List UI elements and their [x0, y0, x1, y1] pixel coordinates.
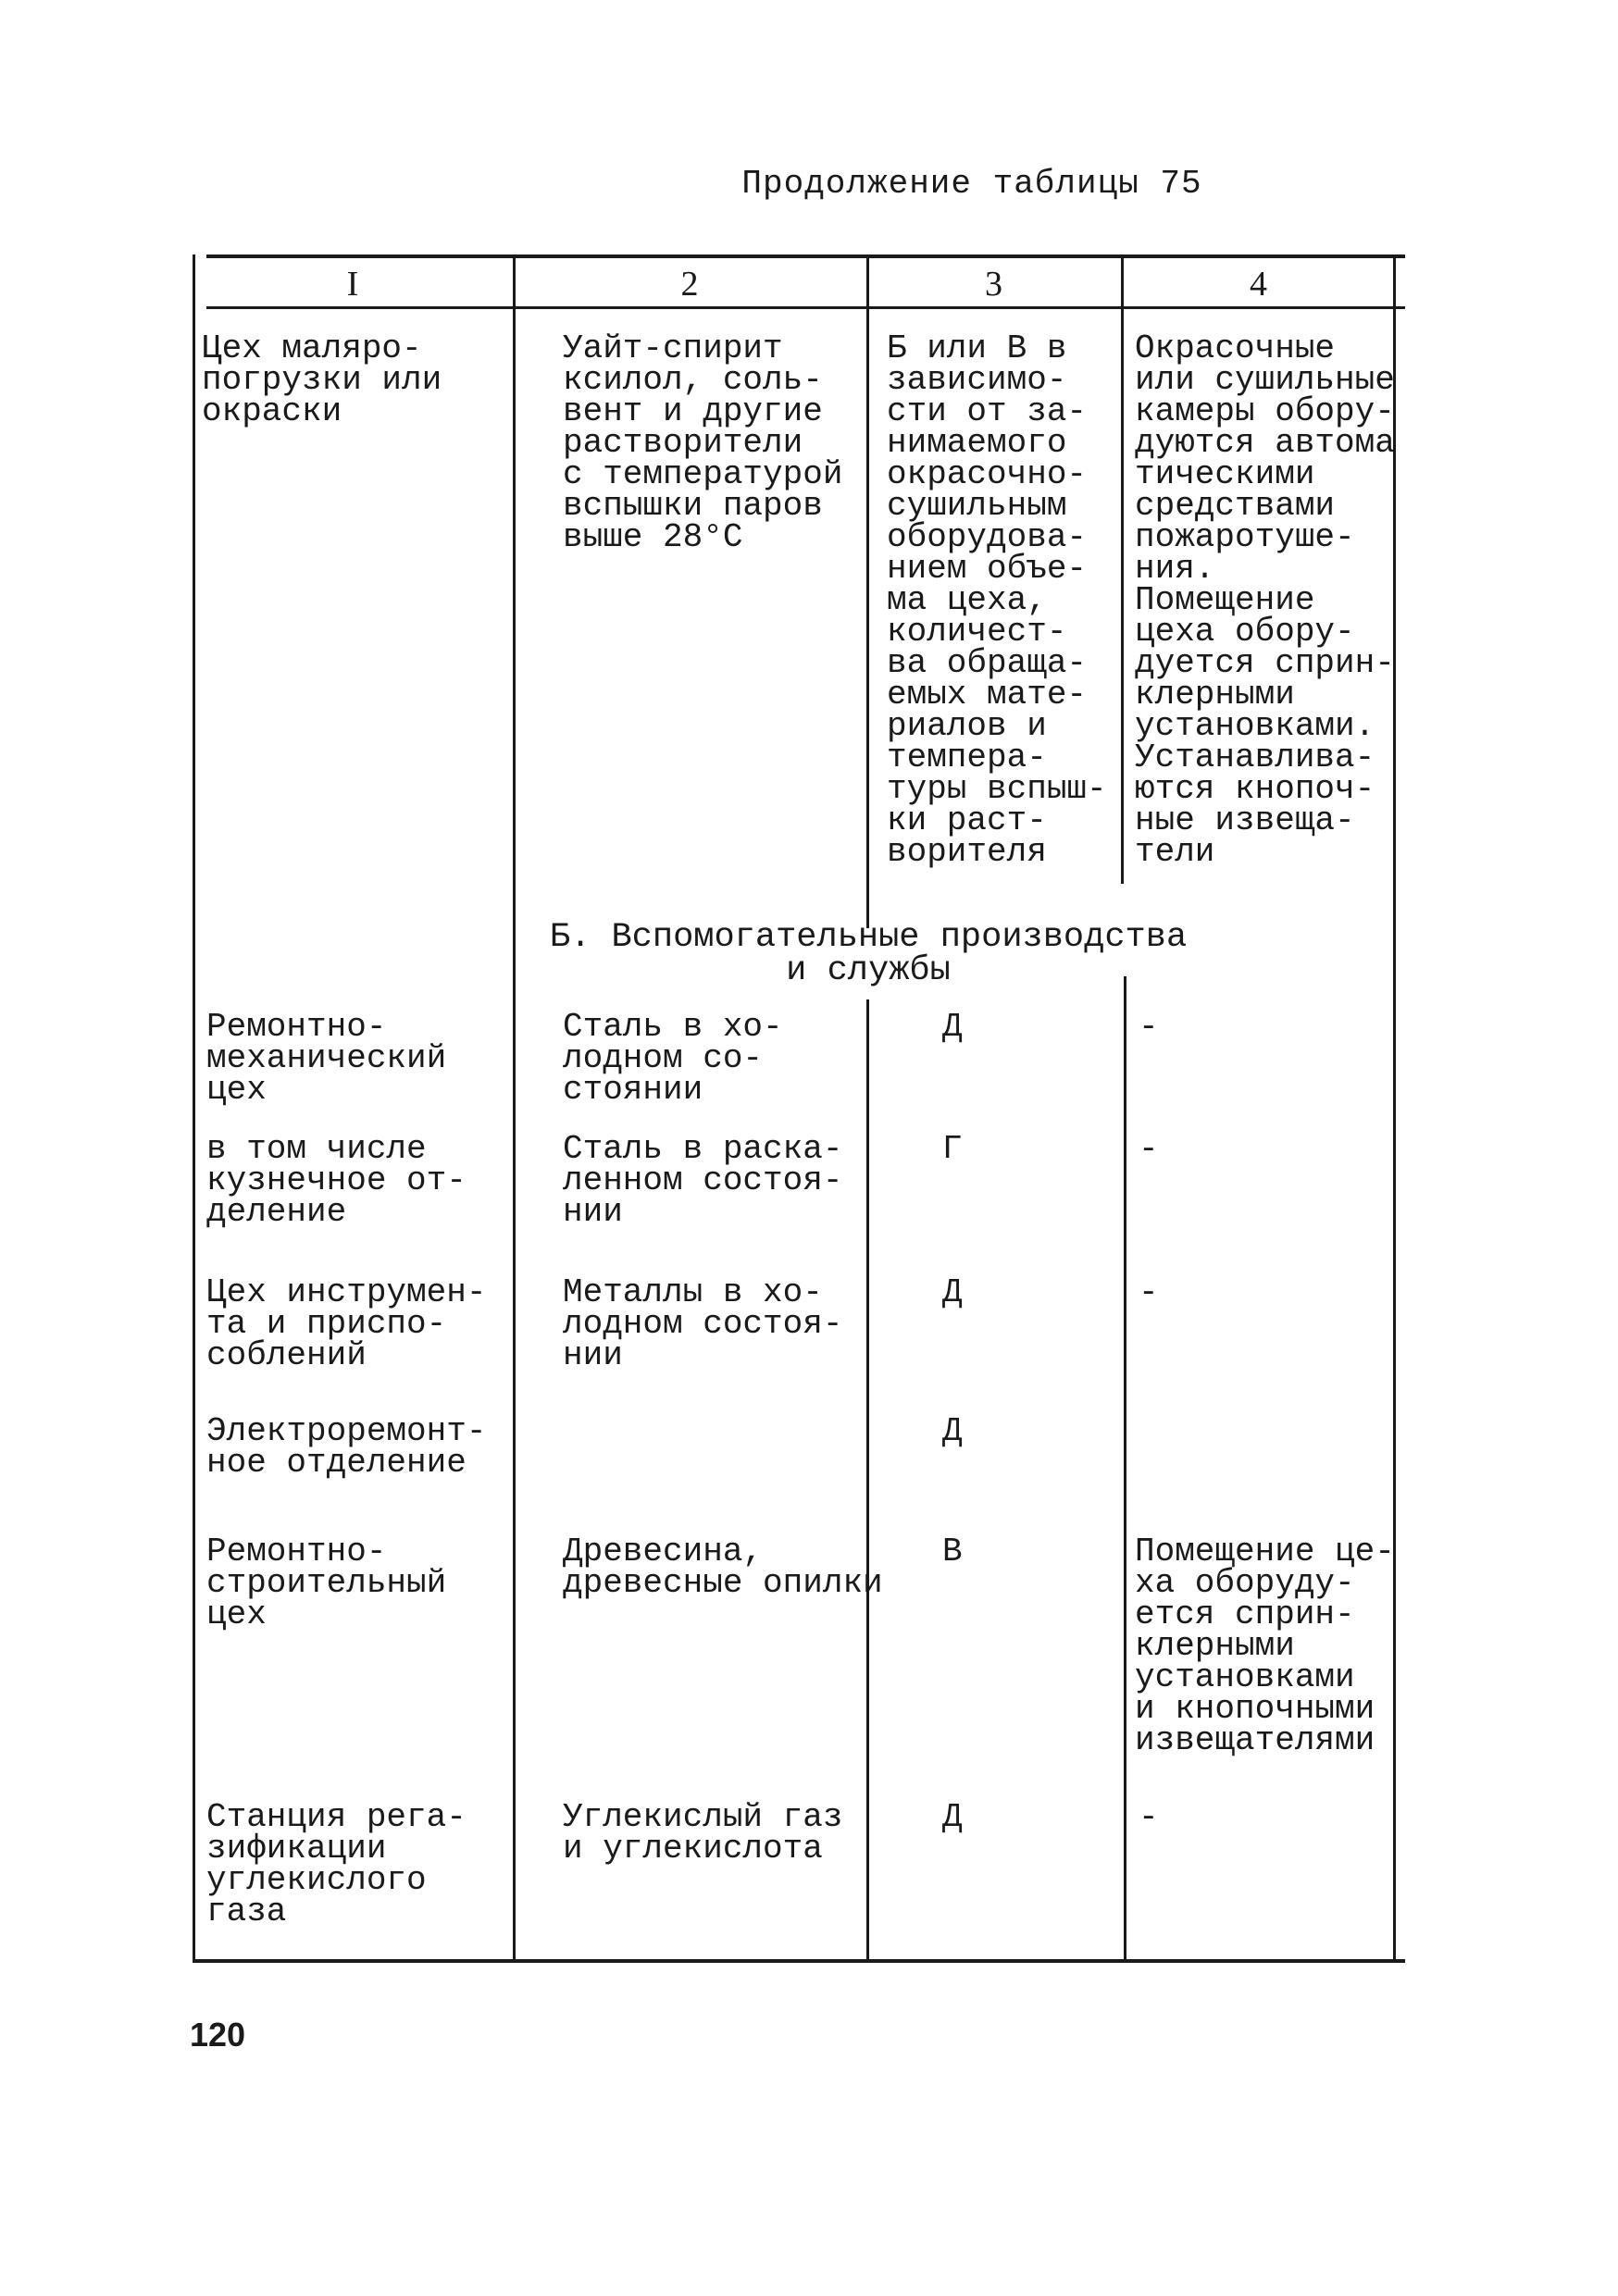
row-2-col-2: Сталь в хо- лодном со- стоянии: [563, 1008, 783, 1109]
col-divider-2-lower: [866, 999, 869, 1963]
row-3-col-4: -: [1139, 1130, 1159, 1168]
top-rule: [206, 254, 1405, 258]
row-2-col-4: -: [1139, 1008, 1159, 1046]
row-3-col-2: Сталь в раска- ленном состоя- нии: [563, 1130, 843, 1231]
row-6-col-4: Помещение це- ха оборуду- ется сприн- клерными установками и кнопочными извещателями: [1135, 1533, 1395, 1759]
row-7-col-1: Станция рега- зификации углекислого газа: [206, 1798, 467, 1930]
col-divider-1: [513, 254, 516, 1963]
table-caption: Продолжение таблицы 75: [741, 165, 1202, 203]
row-6-col-2: Древесина, древесные опилки: [563, 1533, 883, 1602]
row-7-col-2: Углекислый газ и углекислота: [563, 1798, 843, 1868]
row-1-col-4: Окрасочные или сушильные камеры обору- дуются автома тическими средствами пожаротуше- ния. Помещение цеха обору- дуется сприн- клерными установками. Устанавлива- ются кнопоч- ные извеща- тели: [1135, 329, 1395, 871]
section-heading: Б. Вспомогательные производства и службы: [549, 918, 1188, 990]
page-number: 120: [190, 2016, 246, 2054]
row-2-col-3: Д: [942, 1008, 963, 1046]
table: [193, 254, 1405, 1964]
row-5-col-1: Электроремонт- ное отделение: [206, 1412, 487, 1482]
row-4-col-2: Металлы в хо- лодном состоя- нии: [563, 1273, 843, 1374]
row-4-col-1: Цех инструмен- та и приспо- соблений: [206, 1273, 487, 1374]
row-4-col-3: Д: [942, 1273, 963, 1311]
row-7-col-4: -: [1139, 1798, 1159, 1836]
row-6-col-1: Ремонтно- строительный цех: [206, 1533, 447, 1633]
left-border: [193, 254, 195, 1963]
col-divider-3-upper: [1121, 254, 1124, 884]
header-col-3: 3: [985, 265, 1002, 304]
row-2-col-1: Ремонтно- механический цех: [206, 1008, 447, 1109]
row-1-col-2: Уайт-спирит ксилол, соль- вент и другие растворители с температурой вспышки паров выше 28°С: [563, 329, 843, 556]
row-1-col-1: Цех маляро- погрузки или окраски: [202, 329, 442, 430]
bottom-rule: [193, 1959, 1405, 1963]
row-3-col-3: Г: [942, 1130, 963, 1168]
row-5-col-3: Д: [942, 1412, 963, 1450]
row-7-col-3: Д: [942, 1798, 963, 1836]
col-divider-3-lower: [1124, 976, 1126, 1963]
row-4-col-4: -: [1139, 1273, 1159, 1311]
header-rule: [206, 306, 1405, 309]
header-col-4: 4: [1250, 265, 1267, 304]
col-divider-2-upper: [866, 254, 869, 928]
header-col-2: 2: [680, 265, 699, 304]
row-1-col-3: Б или В в зависимо- сти от за- нимаемого окрасочно- сушильным оборудова- нием объе- ма цеха, количест- ва обраща- емых мате- риалов и темпера- туры вспыш- ки раст- ворителя: [887, 329, 1107, 871]
row-6-col-3: В: [942, 1533, 963, 1570]
header-col-1: I: [346, 265, 359, 304]
row-3-col-1: в том числе кузнечное от- деление: [206, 1130, 467, 1231]
